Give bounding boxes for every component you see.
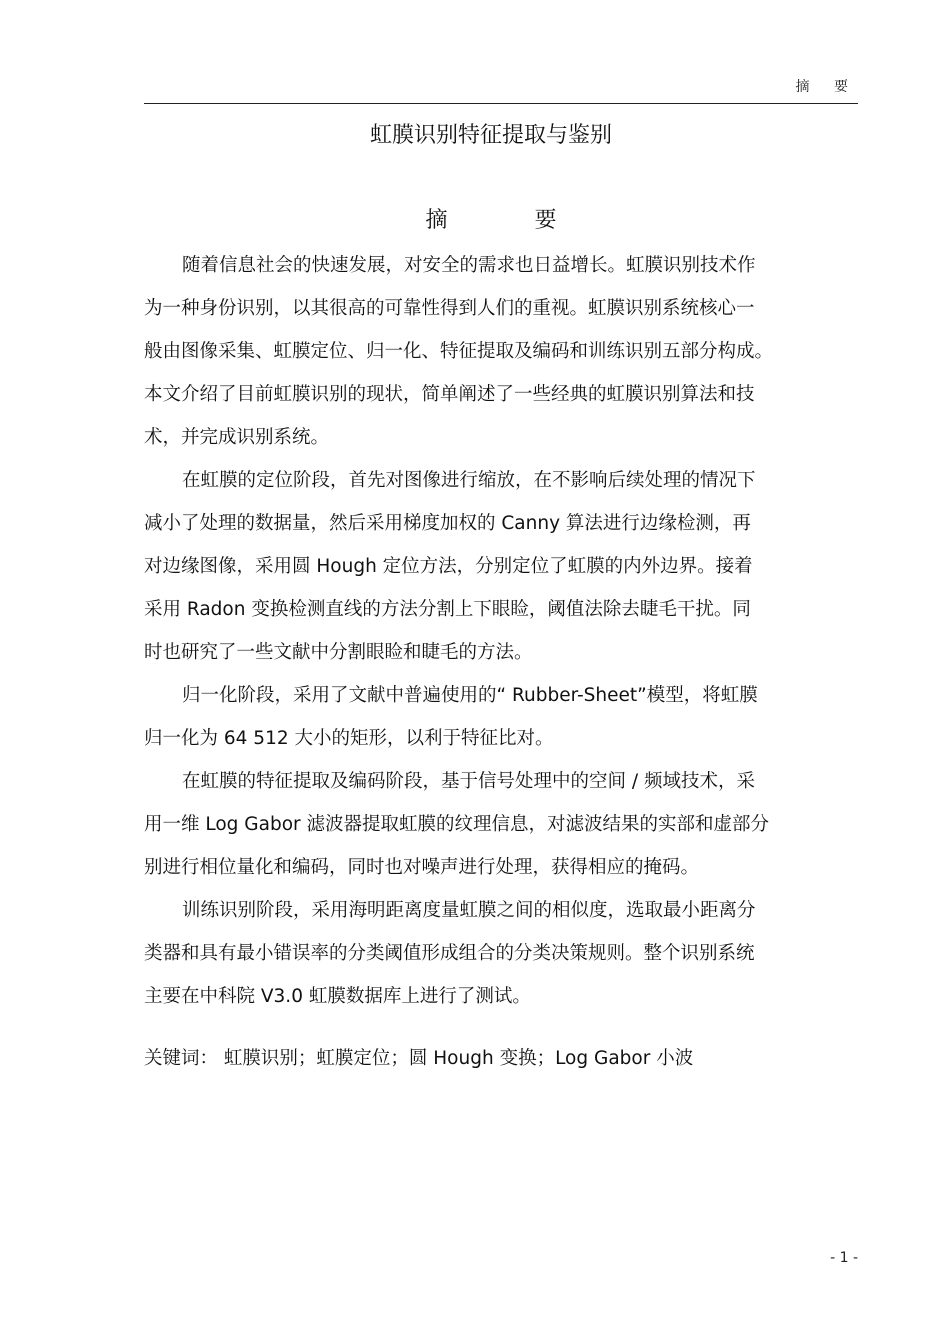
abstract-body	[144, 247, 849, 1021]
document-title: 虹膜识别特征提取与鉴别	[369, 123, 612, 148]
keywords: 关键词： 虹膜识别；虹膜定位；圆 Hough 变换；Log Gabor 小波	[144, 1048, 694, 1069]
paragraph-1-line-4: 本文介绍了目前虹膜识别的现状，简单阐述了一些经典的虹膜识别算法和技	[144, 384, 755, 405]
paragraph-5-line-2: 类器和具有最小错误率的分类阈值形成组合的分类决策规则。整个识别系统	[144, 943, 755, 964]
paragraph-2-line-3: 对边缘图像，采用圆 Hough 定位方法，分别定位了虹膜的内外边界。接着	[144, 556, 753, 577]
paragraph-2-line-2: 减小了处理的数据量，然后采用梯度加权的 Canny 算法进行边缘检测，再	[144, 513, 751, 534]
paragraph-4-line-2: 用一维 Log Gabor 滤波器提取虹膜的纹理信息，对滤波结果的实部和虚部分	[144, 814, 770, 835]
paragraph-4-line-3: 别进行相位量化和编码，同时也对噪声进行处理，获得相应的掩码。	[144, 857, 700, 878]
paragraph-3-line-2: 归一化为 64 512 大小的矩形，以利于特征比对。	[144, 728, 554, 749]
abstract-heading: 摘 要	[425, 208, 597, 233]
paragraph-1-line-2: 为一种身份识别，以其很高的可靠性得到人们的重视。虹膜识别系统核心一	[144, 298, 755, 319]
paragraph-5-line-1: 训练识别阶段，采用海明距离度量虹膜之间的相似度，选取最小距离分	[182, 900, 756, 921]
paragraph-4-line-1: 在虹膜的特征提取及编码阶段，基于信号处理中的空间 / 频域技术，采	[182, 771, 755, 792]
paragraph-1-line-1: 随着信息社会的快速发展，对安全的需求也日益增长。虹膜识别技术作	[182, 255, 756, 276]
paragraph-5-line-3: 主要在中科院 V3.0 虹膜数据库上进行了测试。	[144, 986, 531, 1007]
paragraph-3-line-1: 归一化阶段，采用了文献中普遍使用的“ Rubber-Sheet”模型，将虹膜	[182, 685, 758, 706]
page-number: - 1 -	[830, 1250, 858, 1266]
paragraph-2-line-1: 在虹膜的定位阶段，首先对图像进行缩放，在不影响后续处理的情况下	[182, 470, 756, 491]
header-rule	[144, 103, 858, 104]
paragraph-1-line-5: 术，并完成识别系统。	[144, 427, 330, 448]
paragraph-1-line-3: 般由图像采集、虹膜定位、归一化、特征提取及编码和训练识别五部分构成。	[144, 341, 774, 362]
running-header: 摘 要	[795, 79, 858, 95]
paragraph-2-line-5: 时也研究了一些文献中分割眼睑和睫毛的方法。	[144, 642, 533, 663]
paragraph-2-line-4: 采用 Radon 变换检测直线的方法分割上下眼睑，阈值法除去睫毛干扰。同	[144, 599, 751, 620]
